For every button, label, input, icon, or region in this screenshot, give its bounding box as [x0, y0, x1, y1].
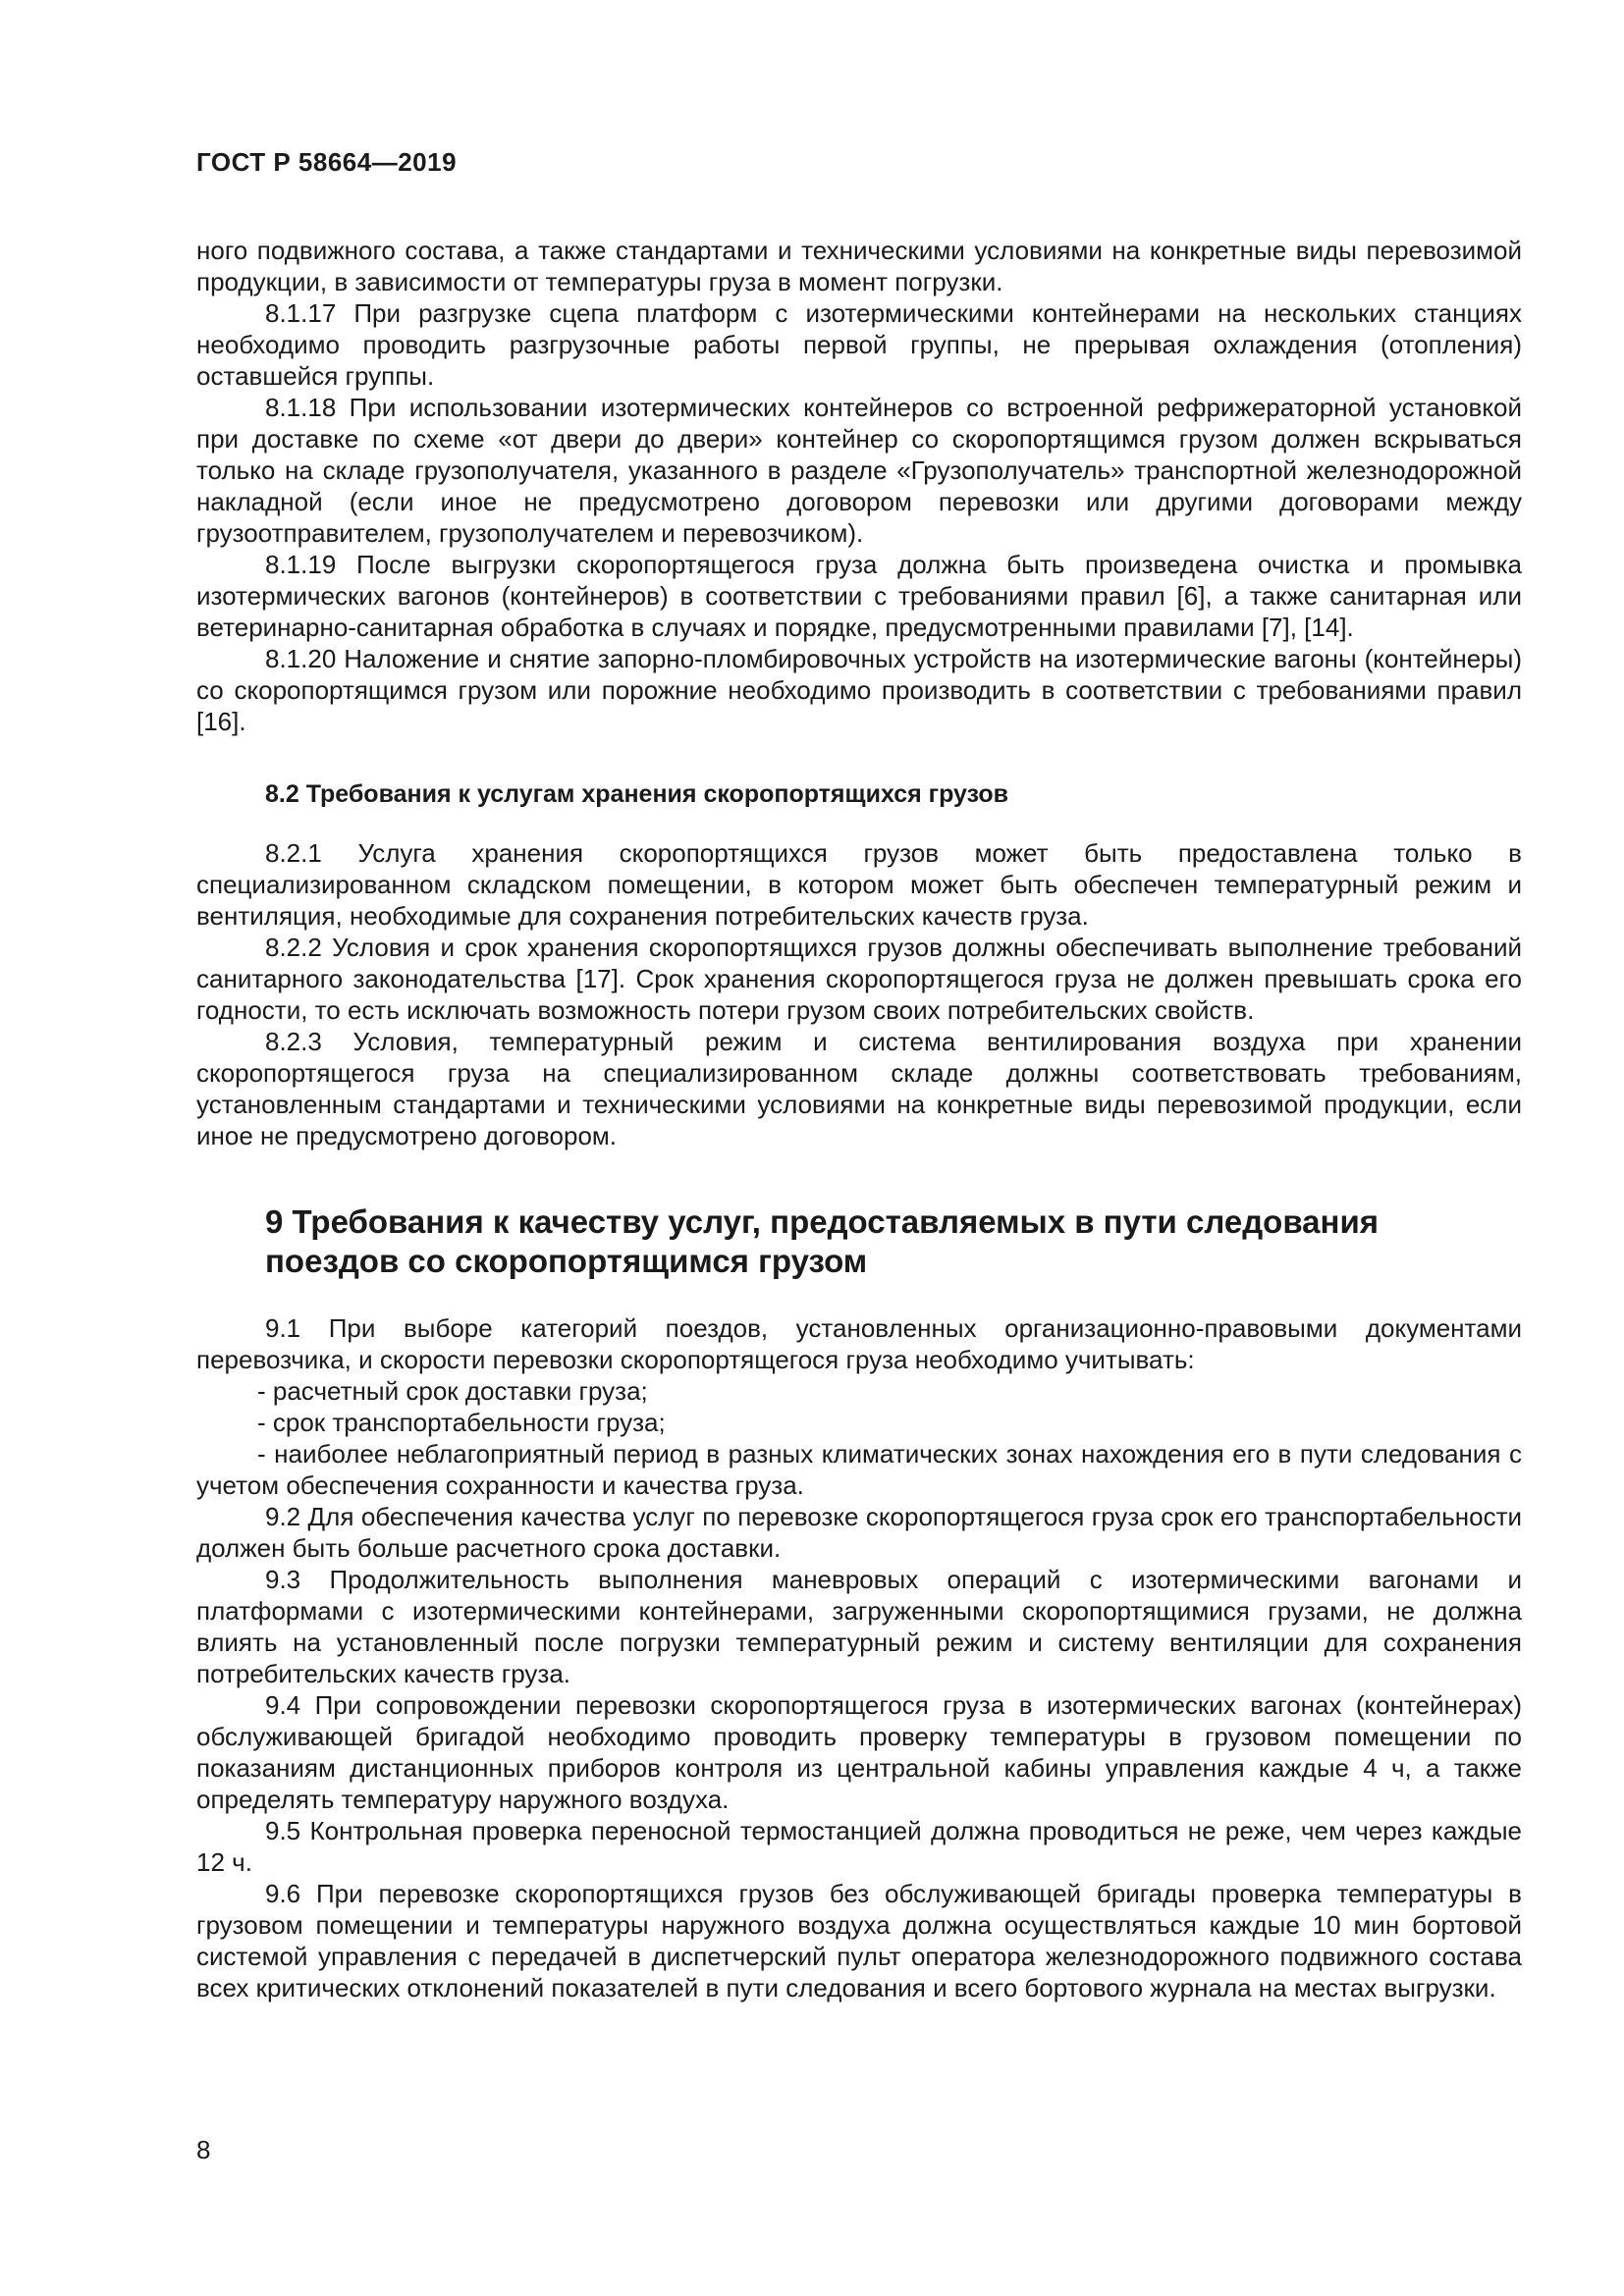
document-page: [196, 147, 1522, 2003]
list-item: - расчетный срок доставки груза;: [257, 1376, 648, 1406]
paragraph-8-2-3: 8.2.3 Условия, температурный режим и система вентилирования воздуха при хранении скоропортящегося груза на специализированном складе должны соответствовать требованиям, установленным стандартами и техническими условиями на конкретные виды перевозимой продукции, если иное не предусмотрено договором.: [196, 1027, 1522, 1150]
paragraph-9-5: 9.5 Контрольная проверка переносной термостанцией должна проводиться не реже, чем через каждые 12 ч.: [196, 1816, 1522, 1877]
document-header: ГОСТ Р 58664—2019: [196, 147, 458, 177]
paragraph-8-2-2: 8.2.2 Условия и срок хранения скоропортящихся грузов должны обеспечивать выполнение требований санитарного законодательства [17]. Срок хранения скоропортящегося груза не должен превышать срока его годности, то есть исключать возможность потери грузом своих потребительских свойств.: [196, 933, 1522, 1025]
section-title-9-line1: 9 Требования к качеству услуг, предоставляемых в пути следования: [265, 1203, 1380, 1240]
paragraph-8-2-1: 8.2.1 Услуга хранения скоропортящихся грузов может быть предоставлена только в специализированном складском помещении, в котором может быть обеспечен температурный режим и вентиляция, необходимые для сохранения потребительских качеств груза.: [196, 838, 1522, 931]
paragraph-9-4: 9.4 При сопровождении перевозки скоропортящегося груза в изотермических вагонах (контейнерах) обслуживающей бригадой необходимо проводить проверку температуры в грузовом помещении по показаниям дистанционных приборов контроля из центральной кабины управления каждые 4 ч, а также определять температуру наружного воздуха.: [196, 1690, 1522, 1814]
paragraph-9-1: 9.1 При выборе категорий поездов, установленных организационно-правовыми документами перевозчика, и скорости перевозки скоропортящегося груза необходимо учитывать:: [196, 1313, 1522, 1374]
section-title-9-line2: поездов со скоропортящимся грузом: [265, 1243, 868, 1279]
paragraph-8-1-17: 8.1.17 При разгрузке сцепа платформ с изотермическими контейнерами на нескольких станциях необходимо проводить разгрузочные работы первой группы, не прерывая охлаждения (отопления) оставшейся группы.: [196, 298, 1522, 391]
paragraph-9-2: 9.2 Для обеспечения качества услуг по перевозке скоропортящегося груза срок его транспортабельности должен быть больше расчетного срока доставки.: [196, 1502, 1522, 1563]
paragraph-9-6: 9.6 При перевозке скоропортящихся грузов без обслуживающей бригады проверка температуры в грузовом помещении и температуры наружного воздуха должна осуществляться каждые 10 мин бортовой системой управления с передачей в диспетчерский пульт оператора железнодорожного подвижного состава всех критических отклонений показателей в пути следования и всего бортового журнала на местах выгрузки.: [196, 1879, 1522, 2002]
paragraph-8-1-18: 8.1.18 При использовании изотермических контейнеров со встроенной рефрижераторной установкой при доставке по схеме «от двери до двери» контейнер со скоропортящимся грузом должен вскрываться только на складе грузополучателя, указанного в разделе «Грузополучатель» транспортной железнодорожной накладной (если иное не предусмотрено договором перевозки или другими договорами между грузоотправителем, грузополучателем и перевозчиком).: [196, 393, 1522, 548]
subsection-title-8-2: 8.2 Требования к услугам хранения скоропортящихся грузов: [265, 780, 1009, 808]
paragraph-8-1-19: 8.1.19 После выгрузки скоропортящегося груза должна быть произведена очистка и промывка изотермических вагонов (контейнеров) в соответствии с требованиями правил [6], а также санитарная или ветеринарно-санитарная обработка в случаях и порядке, предусмотренными правилами [7], [14].: [196, 550, 1522, 642]
page-number: 8: [196, 2135, 211, 2164]
section-title-9: [265, 1202, 1522, 1281]
paragraph-8-1-20: 8.1.20 Наложение и снятие запорно-пломбировочных устройств на изотермические вагоны (контейнеры) со скоропортящимся грузом или порожние необходимо производить в соответствии с требованиями правил [16].: [196, 644, 1522, 736]
paragraph-9-3: 9.3 Продолжительность выполнения маневровых операций с изотермическими вагонами и платформами с изотермическими контейнерами, загруженными скоропортящимися грузами, не должна влиять на установленный после погрузки температурный режим и систему вентиляции для сохранения потребительских качеств груза.: [196, 1565, 1522, 1688]
intro-paragraph: ного подвижного состава, а также стандартами и техническими условиями на конкретные виды перевозимой продукции, в зависимости от температуры груза в момент погрузки.: [196, 236, 1522, 296]
list-item: - наиболее неблагоприятный период в разных климатических зонах нахождения его в пути следования с учетом обеспечения сохранности и качества груза.: [196, 1439, 1522, 1500]
list-item: - срок транспортабельности груза;: [257, 1408, 666, 1437]
